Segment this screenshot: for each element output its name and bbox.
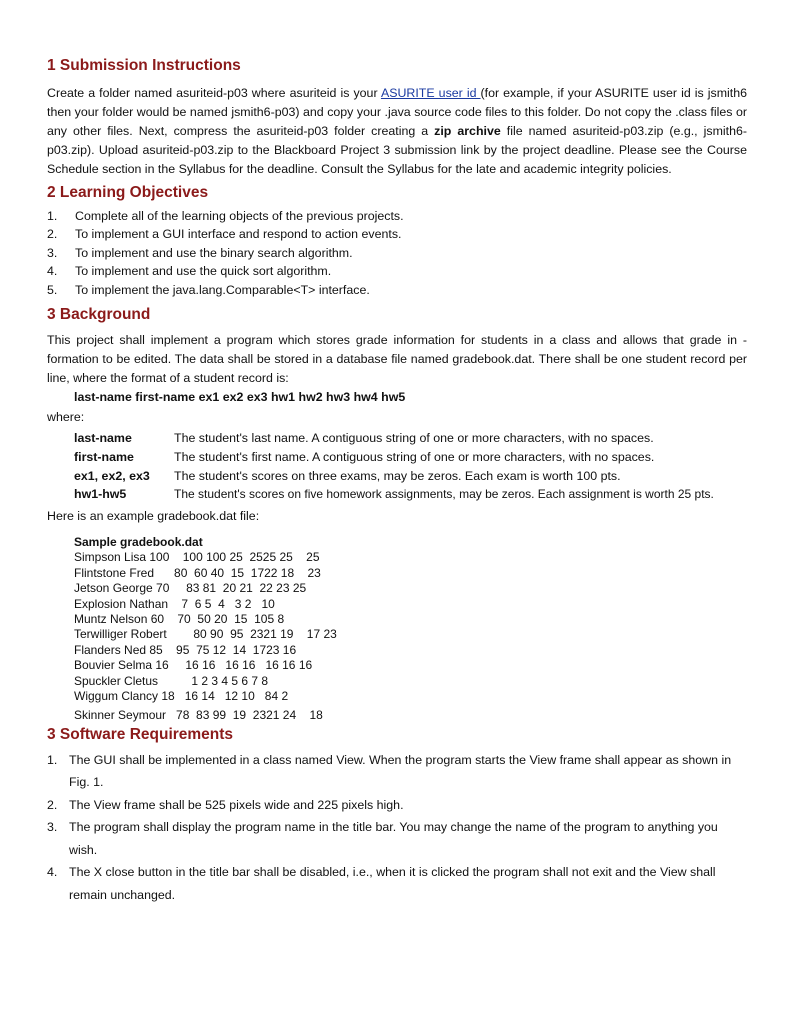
definition-desc: The student's last name. A contiguous string of one or more characters, with no spaces. — [174, 431, 654, 446]
definition-row — [74, 486, 747, 503]
definition-desc: The student's first name. A contiguous string of one or more characters, with no spaces. — [174, 450, 655, 465]
list-number: 5. — [47, 282, 58, 297]
background-paragraph: This project shall implement a program which stores grade information for students in a class and allows that grade in - formation to be edited. The data shall be stored in a database file named gradebook.dat. There shall be one student record per line, where the format of a student record is: — [47, 333, 747, 386]
sample-line: Jetson George 70 83 81 20 21 22 23 25 — [74, 581, 307, 596]
sample-line: Muntz Nelson 60 70 50 20 15 105 8 — [74, 612, 285, 627]
definition-row — [74, 449, 747, 466]
list-item — [47, 207, 747, 225]
sample-line: Terwilliger Robert 80 90 95 2321 19 17 23 — [74, 627, 337, 642]
list-item — [47, 861, 747, 906]
list-number: 1. — [47, 752, 58, 767]
list-item — [47, 816, 747, 861]
zip-archive-bold: zip archive — [434, 124, 501, 138]
sample-line: Flintstone Fred 80 60 40 15 1722 18 23 — [74, 565, 321, 580]
sample-line: Simpson Lisa 100 100 100 25 2525 25 25 — [74, 550, 320, 565]
definition-desc: The student's scores on five homework assignments, may be zeros. Each assignment is worth 25 pts. — [174, 487, 714, 502]
sample-line: Wiggum Clancy 18 16 14 12 10 84 2 — [74, 689, 289, 704]
submission-paragraph — [47, 84, 747, 179]
objectives-heading: 2 Learning Objectives — [47, 184, 209, 201]
list-number: 1. — [47, 209, 58, 223]
list-number: 4. — [47, 264, 58, 279]
sample-gradebook — [74, 535, 747, 723]
definition-term: hw1-hw5 — [74, 487, 127, 502]
list-text: The X close button in the title bar shall be disabled, i.e., when it is clicked the program shall not exit and the View shall remain unchanged. — [69, 865, 716, 902]
list-text: To implement the java.lang.Comparable<T> interface. — [75, 282, 370, 297]
list-item — [47, 794, 747, 817]
list-item — [47, 225, 747, 243]
sample-line: Bouvier Selma 16 16 16 16 16 16 16 16 — [74, 658, 313, 673]
list-number: 3. — [47, 820, 58, 835]
list-number: 2. — [47, 797, 58, 812]
example-intro: Here is an example gradebook.dat file: — [47, 509, 260, 524]
list-text: The View frame shall be 525 pixels wide and 225 pixels high. — [69, 797, 404, 812]
list-number: 2. — [47, 227, 58, 242]
submission-text-2: (for example, if your ASURITE user id is jsmith6 then your folder would be named jsmith6-p03) and copy your .java source code files to this folder. Do not copy the .class files or any other files. Next, compress the asuriteid-p03 folder creating a — [47, 86, 747, 138]
asurite-link[interactable]: ASURITE user id — [380, 86, 481, 100]
list-text: To implement a GUI interface and respond to action events. — [75, 227, 402, 242]
list-item — [47, 281, 747, 299]
submission-heading: 1 Submission Instructions — [47, 57, 241, 74]
definition-term: first-name — [74, 450, 134, 465]
list-text: The GUI shall be implemented in a class named View. When the program starts the View frame shall appear as shown in Fig. 1. — [69, 752, 732, 790]
background-heading: 3 Background — [47, 306, 151, 324]
list-item — [47, 262, 747, 280]
list-item — [47, 244, 747, 262]
document-page — [47, 56, 747, 906]
list-text: Complete all of the learning objects of the previous projects. — [75, 209, 404, 223]
sample-title: Sample gradebook.dat — [74, 535, 203, 550]
sample-line: Spuckler Cletus 1 2 3 4 5 6 7 8 — [74, 673, 269, 688]
sample-line: Flanders Ned 85 95 75 12 14 1723 16 — [74, 642, 297, 657]
list-number: 3. — [47, 245, 58, 260]
definition-desc: The student's scores on three exams, may be zeros. Each exam is worth 100 pts. — [174, 469, 621, 484]
definition-row — [74, 430, 747, 447]
list-text: To implement and use the quick sort algorithm. — [75, 264, 332, 279]
list-item — [47, 749, 747, 794]
definition-term: ex1, ex2, ex3 — [74, 469, 150, 484]
list-number: 4. — [47, 865, 58, 880]
record-format: last-name first-name ex1 ex2 ex3 hw1 hw2 hw3 hw4 hw5 — [74, 390, 406, 405]
requirements-list — [47, 749, 747, 907]
sample-line: Explosion Nathan 7 6 5 4 3 2 10 — [74, 596, 275, 611]
submission-text-3: file named asuriteid-p03.zip (e.g., jsmith6-p03.zip). Upload asuriteid-p03.zip to the Blackboard Project 3 submission link by the project deadline. Please see the Course Schedule section in the Syllabus for the deadline. Consult the Syllabus for the late and academic integrity policies. — [47, 124, 747, 176]
where-label: where: — [47, 410, 85, 425]
list-text: The program shall display the program name in the title bar. You may change the name of the program to anything you wish. — [69, 820, 718, 857]
requirements-heading: 3 Software Requirements — [47, 725, 234, 743]
objectives-list — [47, 207, 747, 299]
sample-line: Skinner Seymour 78 83 99 19 2321 24 18 — [74, 707, 323, 722]
definition-row — [74, 468, 747, 485]
submission-text-1: Create a folder named asuriteid-p03 where asuriteid is your — [47, 86, 381, 100]
definitions-list — [74, 430, 747, 503]
definition-term: last-name — [74, 431, 132, 446]
list-text: To implement and use the binary search algorithm. — [75, 245, 353, 260]
